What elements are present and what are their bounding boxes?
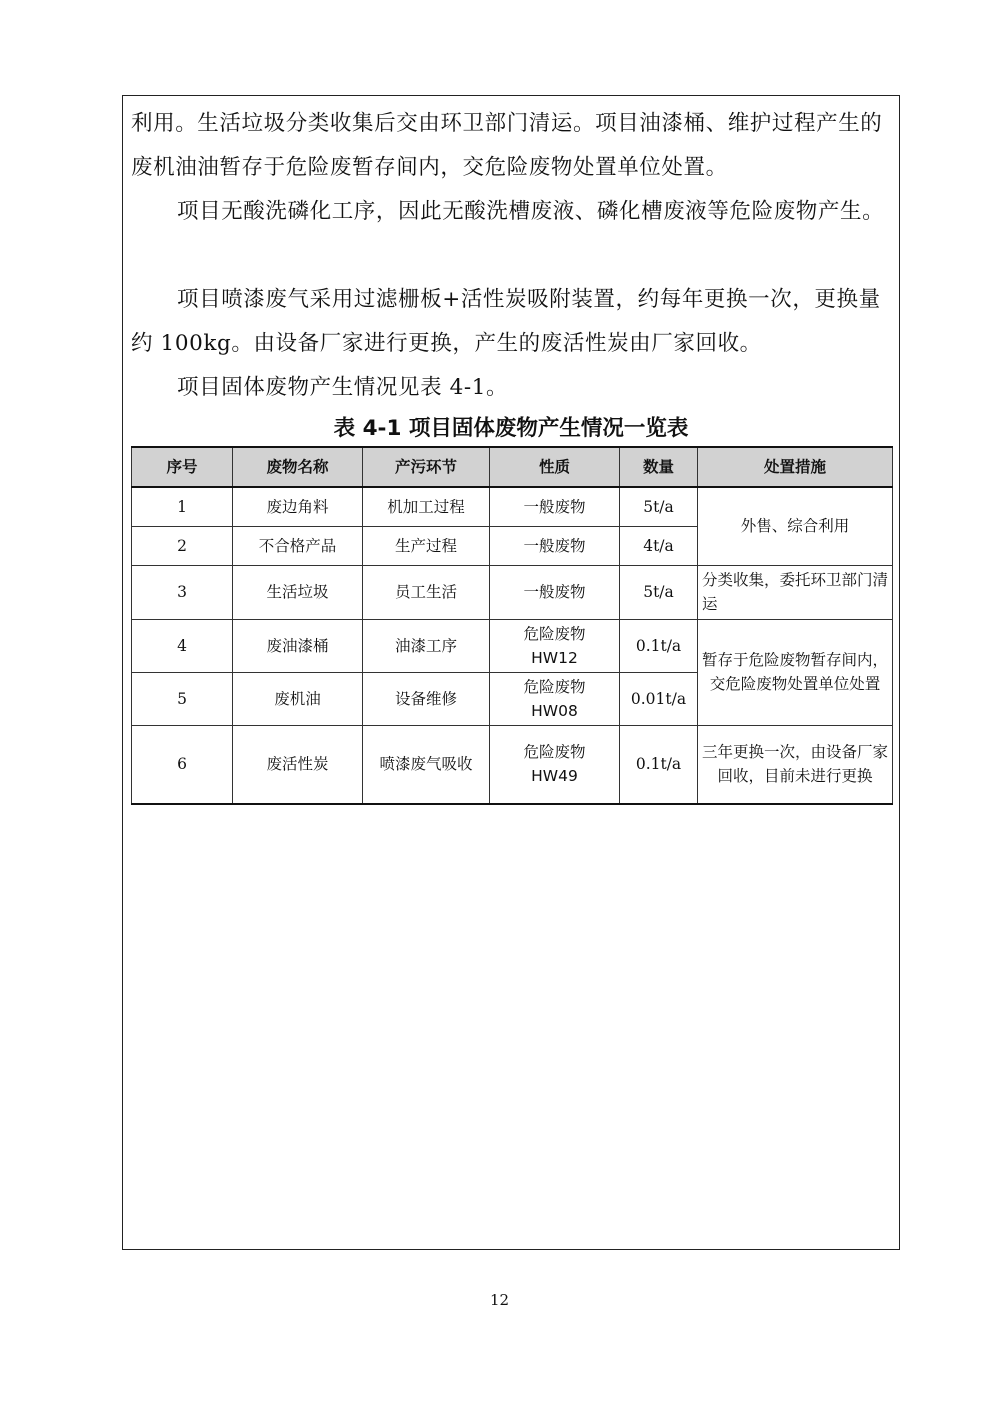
cell-nature: 一般废物 (490, 487, 620, 526)
cell-waste-name: 废活性炭 (233, 725, 363, 804)
header-disposal: 处置措施 (698, 447, 893, 487)
cell-nature: 一般废物 (490, 565, 620, 619)
header-waste-name: 废物名称 (233, 447, 363, 487)
nature-label: 危险废物 (523, 624, 586, 643)
table-row (132, 565, 893, 619)
cell-source: 油漆工序 (363, 619, 490, 672)
cell-waste-name: 废机油 (233, 672, 363, 725)
cell-nature (490, 672, 620, 725)
solid-waste-table (131, 446, 893, 805)
cell-quantity: 0.01t/a (620, 672, 698, 725)
table-header-row (132, 447, 893, 487)
cell-waste-name: 废油漆桶 (233, 619, 363, 672)
paragraph-activated-carbon: 项目喷漆废气采用过滤栅板+活性炭吸附装置，约每年更换一次，更换量约 100kg。由设备厂家进行更换，产生的废活性炭由厂家回收。 (131, 287, 881, 356)
cell-disposal: 暂存于危险废物暂存间内，交危险废物处置单位处置 (698, 619, 893, 725)
cell-serial-no: 4 (132, 619, 233, 672)
cell-serial-no: 5 (132, 672, 233, 725)
cell-source: 设备维修 (363, 672, 490, 725)
cell-disposal: 分类收集，委托环卫部门清运 (698, 565, 893, 619)
page-number: 12 (489, 1291, 510, 1309)
cell-quantity: 5t/a (620, 565, 698, 619)
cell-quantity: 4t/a (620, 526, 698, 565)
cell-quantity: 5t/a (620, 487, 698, 526)
cell-nature (490, 619, 620, 672)
cell-serial-no: 2 (132, 526, 233, 565)
waste-code: HW12 (531, 648, 578, 667)
cell-disposal: 外售、综合利用 (698, 487, 893, 565)
cell-nature: 一般废物 (490, 526, 620, 565)
cell-waste-name: 生活垃圾 (233, 565, 363, 619)
table-title: 表 4-1 项目固体废物产生情况一览表 (333, 416, 689, 441)
cell-quantity: 0.1t/a (620, 619, 698, 672)
table-row (132, 725, 893, 804)
nature-label: 危险废物 (523, 677, 586, 696)
waste-code: HW49 (531, 767, 578, 786)
nature-label: 危险废物 (523, 743, 586, 762)
header-source: 产污环节 (363, 447, 490, 487)
cell-source: 生产过程 (363, 526, 490, 565)
cell-waste-name: 不合格产品 (233, 526, 363, 565)
header-serial-no: 序号 (132, 447, 233, 487)
header-quantity: 数量 (620, 447, 698, 487)
header-nature: 性质 (490, 447, 620, 487)
cell-disposal: 三年更换一次，由设备厂家回收，目前未进行更换 (698, 725, 893, 804)
cell-serial-no: 1 (132, 487, 233, 526)
paragraph-table-reference: 项目固体废物产生情况见表 4-1。 (177, 375, 509, 400)
waste-code: HW08 (531, 701, 578, 720)
table-row (132, 619, 893, 672)
paragraph-no-pickling: 项目无酸洗磷化工序，因此无酸洗槽废液、磷化槽废液等危险废物产生。 (177, 199, 885, 224)
cell-quantity: 0.1t/a (620, 725, 698, 804)
cell-source: 喷漆废气吸收 (363, 725, 490, 804)
cell-nature (490, 725, 620, 804)
cell-serial-no: 3 (132, 565, 233, 619)
cell-waste-name: 废边角料 (233, 487, 363, 526)
cell-source: 机加工过程 (363, 487, 490, 526)
cell-source: 员工生活 (363, 565, 490, 619)
paragraph-waste-disposal: 利用。生活垃圾分类收集后交由环卫部门清运。项目油漆桶、维护过程产生的废机油油暂存于危险废暂存间内，交危险废物处置单位处置。 (131, 111, 883, 180)
table-row (132, 487, 893, 526)
cell-serial-no: 6 (132, 725, 233, 804)
